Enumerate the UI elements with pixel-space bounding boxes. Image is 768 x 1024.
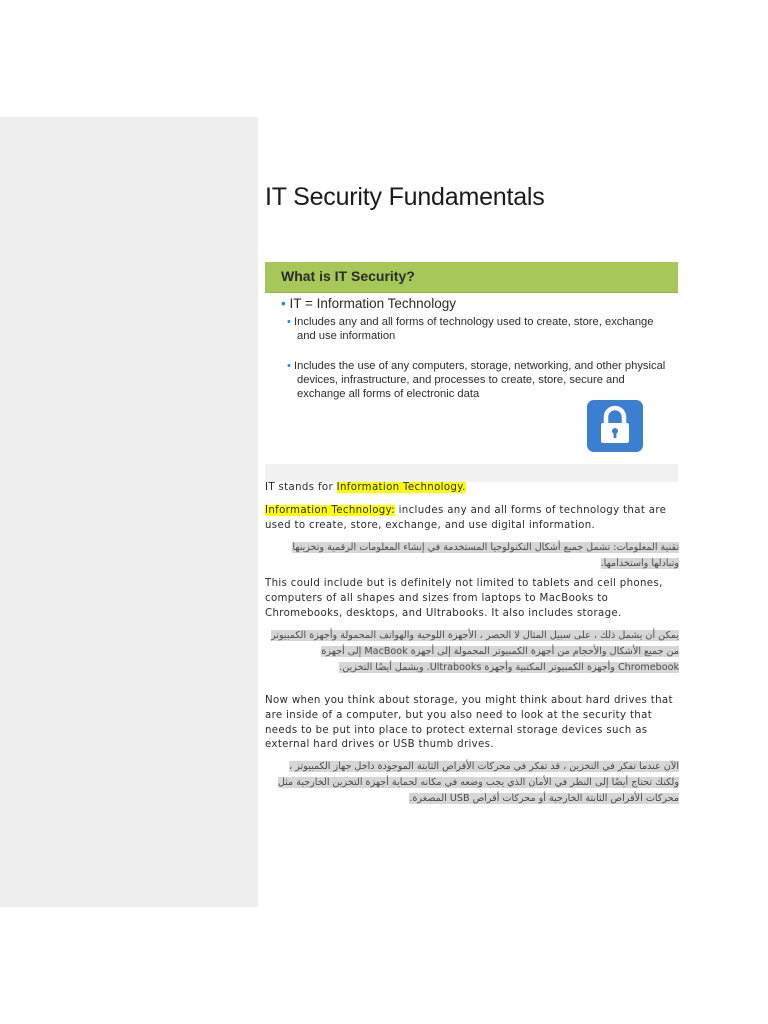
slide-header [265,262,678,293]
slide-sub-bullet [287,315,667,343]
paragraph-text: Now when you think about storage, you might think about hard drives that are inside of a computer, but you also need to look at the security that needs to be put into place to protect external storage devices such as external hard drives or USB thumb drives. [265,695,673,751]
slide-main-bullet-text: IT = Information Technology [289,296,456,311]
arabic-text: يمكن أن يشمل ذلك ، على سبيل المثال لا الحصر ، الأجهزة اللوحية والهواتف المحمولة وأجهزة الكمبيوتر من جميع الأشكال والأحجام من أجهزة الكمبيوتر المحمولة إلى أجهزة MacBook إلى أجهزة Chromebook وأجهزة الكمبيوتر المكتبية وأجهزة Ultrabooks. ويشمل أيضًا التخزين. [271,630,679,673]
bullet-icon: • [287,316,295,328]
lock-icon [587,400,643,452]
lock-icon-graphic [587,400,643,452]
arabic-text: الآن عندما تفكر في التخزين ، قد تفكر في محركات الأقراص الثابتة الموجودة داخل جهاز الكمبيوتر ، ولكنك تحتاج أيضًا إلى النظر في الأمان الذي يجب وضعه في مكانه لحماية أجهزة التخزين الخارجية مثل محركات الأقراص الثابتة الخارجية أو محركات أقراص USB المصغرة. [277,761,679,804]
paragraph-storage [265,694,679,753]
arabic-paragraph-definition [265,540,679,572]
page-title: IT Security Fundamentals [265,183,545,211]
arabic-text: تقنية المعلومات: تشمل جميع أشكال التكنولوجيا المستخدمة في إنشاء المعلومات الرقمية وتخزينها وتبادلها واستخدامها. [292,542,679,569]
slide-header-text: What is IT Security? [281,268,415,284]
bullet-icon: • [287,360,295,372]
arabic-paragraph-devices [265,628,679,676]
slide-image [265,262,678,482]
paragraph-text: This could include but is definitely not limited to tablets and cell phones, computers of all shapes and sizes from laptops to MacBooks to Chromebooks, desktops, and Ultrabooks. It also includes storage. [265,578,663,619]
paragraph-text: IT stands for [265,482,337,493]
side-panel [0,117,258,907]
slide-sub-bullet-text: Includes the use of any computers, storage, networking, and other physical devices, infrastructure, and processes to create, store, secure and exchange all forms of electronic data [294,360,666,400]
bullet-icon: • [281,296,290,311]
arabic-paragraph-storage [265,759,679,807]
slide-sub-bullet [287,359,667,401]
paragraph-definition [265,504,679,534]
paragraph-text: includes any and all forms of technology that are used to create, store, exchange, and use digital information. [265,505,667,531]
slide-sub-bullet-text: Includes any and all forms of technology used to create, store, exchange and use information [294,316,654,342]
slide-main-bullet [281,296,456,311]
highlighted-term: Information Technology. [336,482,466,493]
slide-footer [265,464,678,482]
paragraph-devices [265,577,679,621]
paragraph-it-stands-for [265,481,679,496]
highlighted-term: Information Technology: [265,505,396,516]
